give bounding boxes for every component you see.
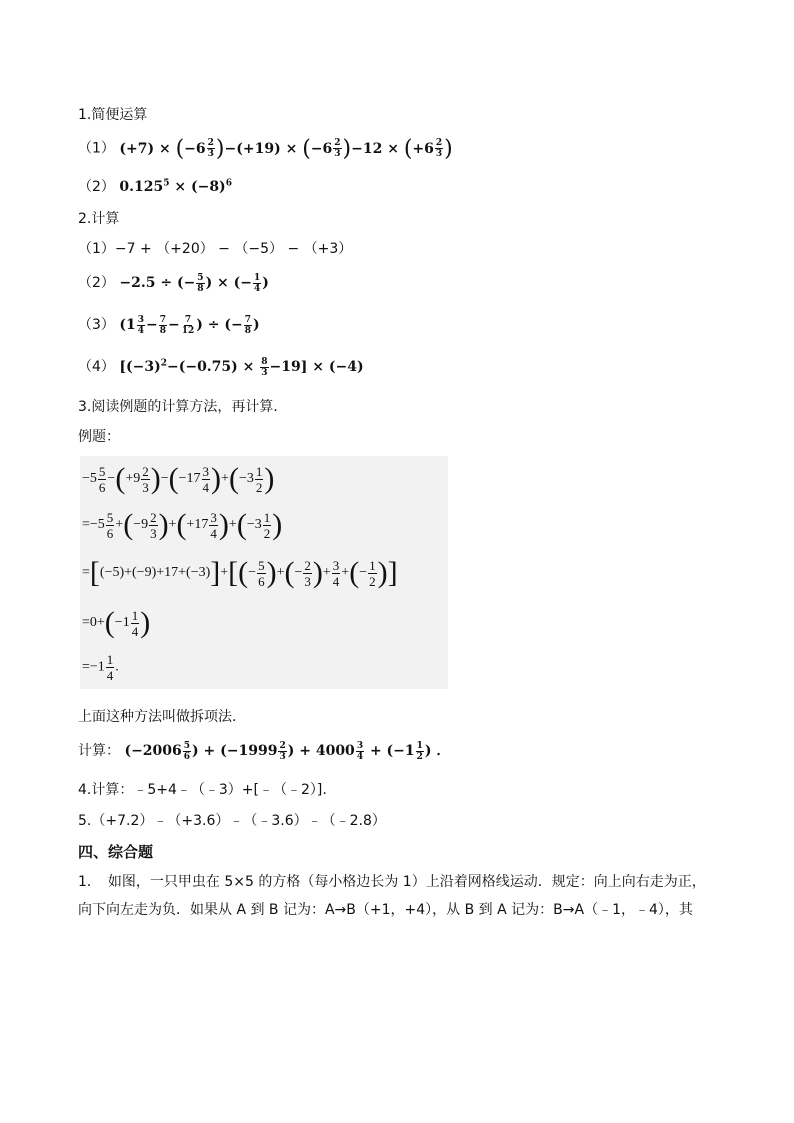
example-step-5: =−1 $\frac{1}{4}$ . bbox=[82, 652, 119, 683]
q4-text: 4.计算：﹣5+4﹣（﹣3）+[﹣（﹣2）]. bbox=[78, 782, 327, 798]
example-step-1: −5 $\frac{5}{6}$ −(+9 $\frac{2}{3}$ )−(−17 $\frac{3}{4}$ )+(−3 $\frac{1}{2}$ ) bbox=[82, 462, 275, 495]
q2-part2: （2） −2.5 ÷ (− $\frac{5}{8}$ ) × (− $\frac{1}{4}$ ) bbox=[78, 272, 269, 294]
section4-heading: 四、综合题 bbox=[78, 843, 154, 861]
q1-title: 1.简便运算 bbox=[78, 107, 148, 123]
q1-part1: （1） (+7) × (−6 $\frac{2}{3}$ )−(+19) × (−6 $\frac{2}{3}$ )−12 × (+6 $\frac{2}{3}$ ) bbox=[78, 136, 453, 161]
q2-part3: （3） (1 $\frac{3}{4}$ − $\frac{7}{8}$ − $\frac{7}{12}$ ) ÷ (− $\frac{7}{8}$ ) bbox=[78, 314, 260, 336]
section4-problem-1: 1． 如图，一只甲虫在 5×5 的方格（每小格边长为 1）上沿着网格线运动．规定：向上向右走为正，向下向左走为负．如果从 A 到 B 记为：A→B（+1，+4），从 B 到 A 记为：B→A（﹣1，﹣4），其 bbox=[78, 874, 706, 918]
q3-title: 3.阅读例题的计算方法，再计算． bbox=[78, 399, 288, 415]
q1-part2: （2） $0.125^5 \times (-8)^6$ bbox=[78, 178, 232, 195]
q1-part1-expression: (+7) × (−6 $\frac{2}{3}$ )−(+19) × (−6 $\frac{2}{3}$ )−12 × (+6 $\frac{2}{3}$ ) bbox=[119, 136, 453, 161]
example-step-2: =−5 $\frac{5}{6}$ +(−9 $\frac{2}{3}$ )+(+17 $\frac{3}{4}$ )+(−3 $\frac{1}{2}$ ) bbox=[82, 508, 283, 541]
q2-part1: （1）−7 + （+20） − （−5） − （+3） bbox=[78, 241, 353, 257]
q2-title: 2.计算 bbox=[78, 211, 120, 227]
q5-text: 5.（+7.2）﹣（+3.6）﹣（﹣3.6）﹣（﹣2.8） bbox=[78, 813, 386, 829]
q3-example-label: 例题： bbox=[78, 429, 120, 445]
q3-method-note: 上面这种方法叫做拆项法． bbox=[78, 709, 246, 725]
q2-part4: （4） [$(-3)^2-(-0.75)$ × $\frac{8}{3}$ −19] × (−4) bbox=[78, 356, 364, 378]
q3-compute: 计算： (−2006 $\frac{5}{6}$ ) + (−1999 $\frac{2}{3}$ ) + 4000 $\frac{3}{4}$ + (−1 $\frac{1}{2}$ ) ． bbox=[78, 740, 451, 762]
q1-part2-expression: $0.125^5 \times (-8)^6$ bbox=[119, 178, 232, 195]
example-step-4: =0+(−1 $\frac{1}{4}$ ) bbox=[82, 606, 151, 639]
example-step-3: =[(−5)+(−9)+17+(−3)]+[(− $\frac{5}{6}$ )+(− $\frac{2}{3}$ )+ $\frac{3}{4}$ +(− $\frac{1}{2}$ )] bbox=[82, 556, 398, 589]
